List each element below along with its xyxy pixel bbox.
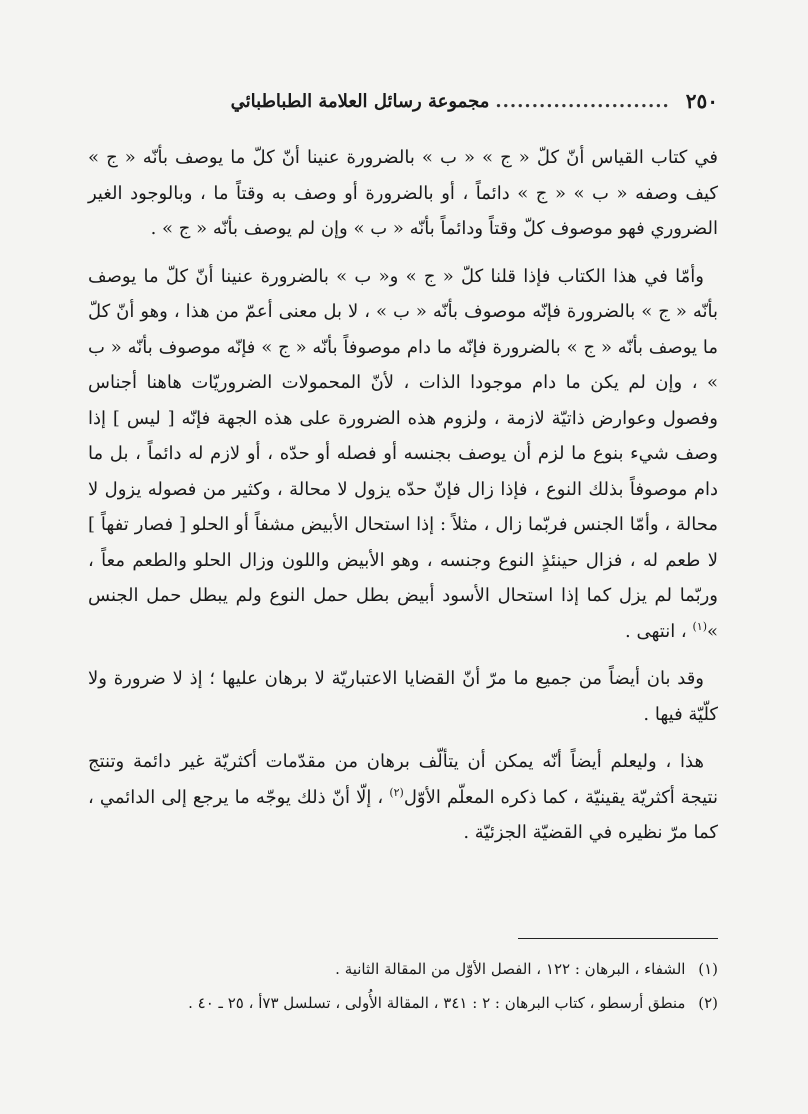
footnote-ref-2[interactable]: (٢) bbox=[389, 785, 404, 799]
running-header bbox=[90, 86, 718, 116]
footnote-1-number: (١) bbox=[698, 960, 718, 978]
footnote-1-text: الشفاء ، البرهان : ١٢٢ ، الفصل الأوّل من المقالة الثانية . bbox=[335, 960, 686, 978]
footnote-2-text: منطق أرسطو ، كتاب البرهان : ٢ : ٣٤١ ، المقالة الأُولى ، تسلسل ٧٣أ ، ٢٥ ـ ٤٠ . bbox=[188, 994, 686, 1012]
footnote-separator bbox=[518, 938, 718, 939]
paragraph-3-text: وقد بان أيضاً من جميع ما مرّ أنّ القضايا الاعتباريّة لا برهان عليها ؛ إذ لا ضرورة ولا كلّيّة فيها . bbox=[88, 668, 718, 725]
footnotes bbox=[90, 952, 718, 1020]
paragraph-2-tail: ، انتهى . bbox=[625, 620, 687, 642]
paragraph-3 bbox=[88, 661, 718, 732]
header-dot-leader: ........................ bbox=[495, 90, 670, 112]
paragraph-1-text: في كتاب القياس أنّ كلّ « ج » « ب » بالضرورة عنينا أنّ كلّ ما يوصف بأنّه « ج » كيف وصفه « ب » « ج » دائماً ، أو بالضرورة أو وصف به وقتاً ما ، وبالوجود الغير الضروري فهو موصوف كلّ وقتاً ودائماً بأنّه « ب » وإن لم يوصف بأنّه « ج » . bbox=[88, 147, 718, 239]
paragraph-4 bbox=[88, 744, 718, 851]
footnote-2-number: (٢) bbox=[698, 994, 718, 1012]
main-text bbox=[88, 140, 718, 863]
book-title: مجموعة رسائل العلامة الطباطبائي bbox=[230, 90, 490, 112]
footnote-2 bbox=[90, 986, 718, 1020]
page-number: ٢٥٠ bbox=[685, 89, 718, 113]
paragraph-2-text: وأمّا في هذا الكتاب فإذا قلنا كلّ « ج » و« ب » بالضرورة عنينا أنّ كلّ ما يوصف بأنّه « ج » بالضرورة فإنّه موصوف بأنّه « ب » ، لا بل معنى أعمّ من هذا ، وهو أنّ كلّ ما يوصف بأنّه « ج » بالضرورة فإنّه ما دام موصوفاً بأنّه « ج » فإنّه موصوف بأنّه « ب » ، وإن لم يكن ما دام موجودا الذات ، لأنّ المحمولات الضروريّات هاهنا أجناس وفصول وعوارض ذاتيّة لازمة ، ولزوم هذه الضرورة على هذه الجهة فإنّه [ ليس ] إذا وصف شيء بنوع ما لزم أن يوصف بجنسه أو فصله أو حدّه ، أو لازم له دائماً ، بل ما دام موصوفاً بذلك النوع ، فإذا زال فإنّ حدّه يزول لا محالة ، وكثير من فصوله يزول لا محالة ، وأمّا الجنس فربّما زال ، مثلاً : إذا استحال الأبيض مشفاً أو الحلو [ فصار تفهاً ] لا طعم له ، فزال حينئذٍ النوع وجنسه ، وهو الأبيض واللون وزال الحلو والطعم معاً ، وربّما لم يزل كما إذا استحال الأسود أبيض بطل حمل النوع ولم يبطل حمل الجنس » bbox=[88, 265, 718, 642]
paragraph-2 bbox=[88, 259, 718, 650]
paragraph-1 bbox=[88, 140, 718, 247]
footnote-1 bbox=[90, 952, 718, 986]
footnote-ref-1[interactable]: (١) bbox=[692, 619, 707, 633]
paragraph-4-tail: ، إلّا أنّ ذلك يوجّه ما يرجع إلى الدائمي ، كما مرّ نظيره في القضيّة الجزئيّة . bbox=[88, 786, 718, 843]
paragraph-4-text: هذا ، وليعلم أيضاً أنّه يمكن أن يتألّف برهان من مقدّمات أكثريّة غير دائمة وتنتج نتيجة أكثريّة يقينيّة ، كما ذكره المعلّم الأوّل bbox=[88, 751, 718, 808]
